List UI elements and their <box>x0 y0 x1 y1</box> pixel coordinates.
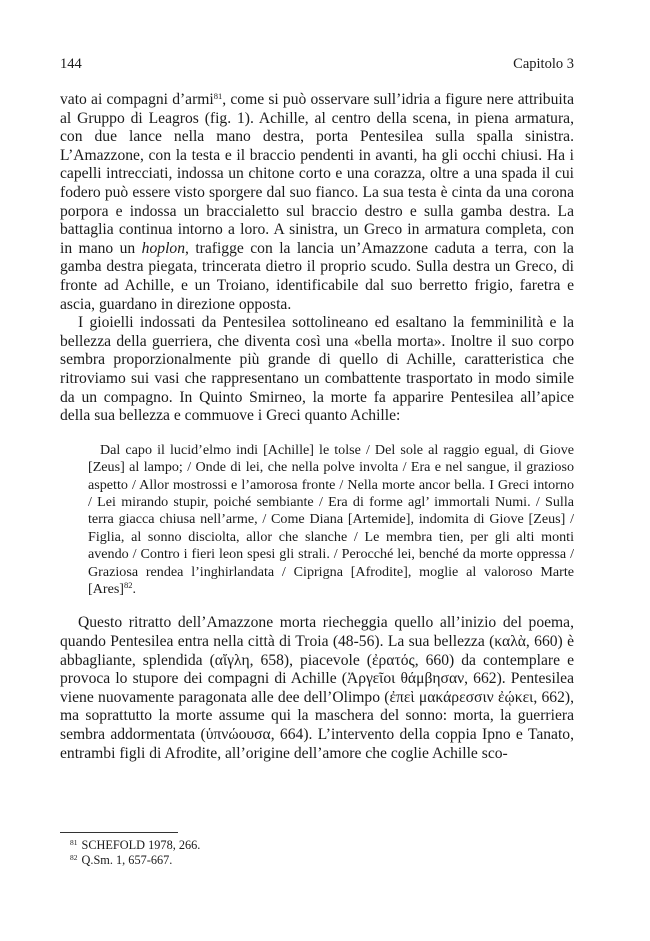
footnote-number: 81 <box>70 838 78 847</box>
footnote-divider <box>60 832 178 833</box>
main-text <box>60 91 574 763</box>
footnote-81 <box>60 838 574 853</box>
footnote-ref-82[interactable]: 82 <box>124 579 133 590</box>
block-quote <box>88 442 574 599</box>
paragraph-2: I gioielli indossati da Pentesilea sottolineano ed esaltano la femminilità e la bellezza della guerriera, che diventa così una «bella morta». Inoltre il suo corpo sembra proporzionalmente più grande di quello di Achille, caratteristica che ritroviamo sui vasi che rappresentano un combattente trasportato in modo simile da un compagno. In Quinto Smirneo, la morte fa apparire Pentesilea all’apice della sua bellezza e commuove i Greci quanto Achille: <box>60 314 574 425</box>
paragraph-1-end: , trafigge con la lancia un’Amazzone caduta a terra, con la gamba destra piegata, trincerata dietro il proprio scudo. Sulla destra un Greco, di fronte ad Achille, e un Troiano, identificabile dal suo berretto frigio, faretra e ascia, guardano in direzione opposta. <box>60 239 574 313</box>
paragraph-1-start: vato ai compagni d’armi <box>60 91 214 108</box>
page-number: 144 <box>60 56 82 72</box>
footnote-82 <box>60 853 574 868</box>
footnotes <box>60 832 574 868</box>
quote-end: . <box>132 580 137 597</box>
paragraph-1 <box>60 91 574 314</box>
paragraph-3: Questo ritratto dell’Amazzone morta riecheggia quello all’inizio del poema, quando Pentesilea entra nella città di Troia (48-56). La sua bellezza (καλὰ, 660) è abbagliante, splendida (αἴγλη, 658), piacevole (ἐρατός, 660) da contemplare e provoca lo stupore dei compagni di Achille (Ἀργεῖοι θάμβησαν, 662). Pentesilea viene nuovamente paragonata alle dee dell’Olimpo (ἐπεὶ μακάρεσσιν ἐῴκει, 662), ma soprattutto la morte assume qui la maschera del sonno: morta, la guerriera sembra addormentata (ὑπνώουσα, 664). L’intervento della coppia Ipno e Tanato, entrambi figli di Afrodite, all’origine dell’amore che coglie Achille sco- <box>60 614 574 762</box>
quote-body: Dal capo il lucid’elmo indi [Achille] le tolse / Del sole al raggio egual, di Giove [Zeus] al lampo; / Onde di lei, che nella polve involta / Era e nel sangue, il grazioso aspetto / Allor mostrossi e l’amorosa fronte / Nella morte ancor bella. I Greci intorno / Lei mirando stupir, poiché sembiante / Era di forme agl’ immortali Numi. / Sulla terra giacca chiusa nell’arme, / Come Diana [Artemide], indomita di Giove [Zeus] / Figlia, al sonno disciolta, allor che slanche / Le membra tien, per gli alti monti avendo / Contro i fieri leon spesi gli strali. / Perocché lei, benché da morte oppressa / Graziosa rendea l’inghirlandata / Ciprigna [Afrodite], moglie al valoroso Marte [Ares] <box>88 441 574 597</box>
footnote-number: 82 <box>70 853 78 862</box>
paragraph-1-middle: , come si può osservare sull’idria a figure nere attribuita al Gruppo di Leagros (fig. 1). Achille, al centro della scena, in piena armatura, con due lance nella mano destra, porta Pentesilea sulla spalla sinistra. L’Amazzone, con la testa e il braccio pendenti in avanti, ha gli occhi chiusi. Ha i capelli intrecciati, indossa un chitone corto e una corazza, oltre a una spada il cui fodero può essere visto sporgere dal suo fianco. La sua testa è cinta da una corona porpora e indossa un braccialetto sul braccio destro e sulla gamba destra. La battaglia continua intorno a loro. A sinistra, un Greco in armatura completa, con in mano un <box>60 91 574 257</box>
hoplon-term: hoplon <box>141 239 185 257</box>
chapter-title: Capitolo 3 <box>513 56 574 72</box>
quote-text <box>88 442 574 599</box>
footnote-ref-81[interactable]: 81 <box>213 91 223 101</box>
footnote-text: SCHEFOLD 1978, 266. <box>81 838 201 852</box>
footnote-text: Q.Sm. 1, 657-667. <box>81 853 173 867</box>
